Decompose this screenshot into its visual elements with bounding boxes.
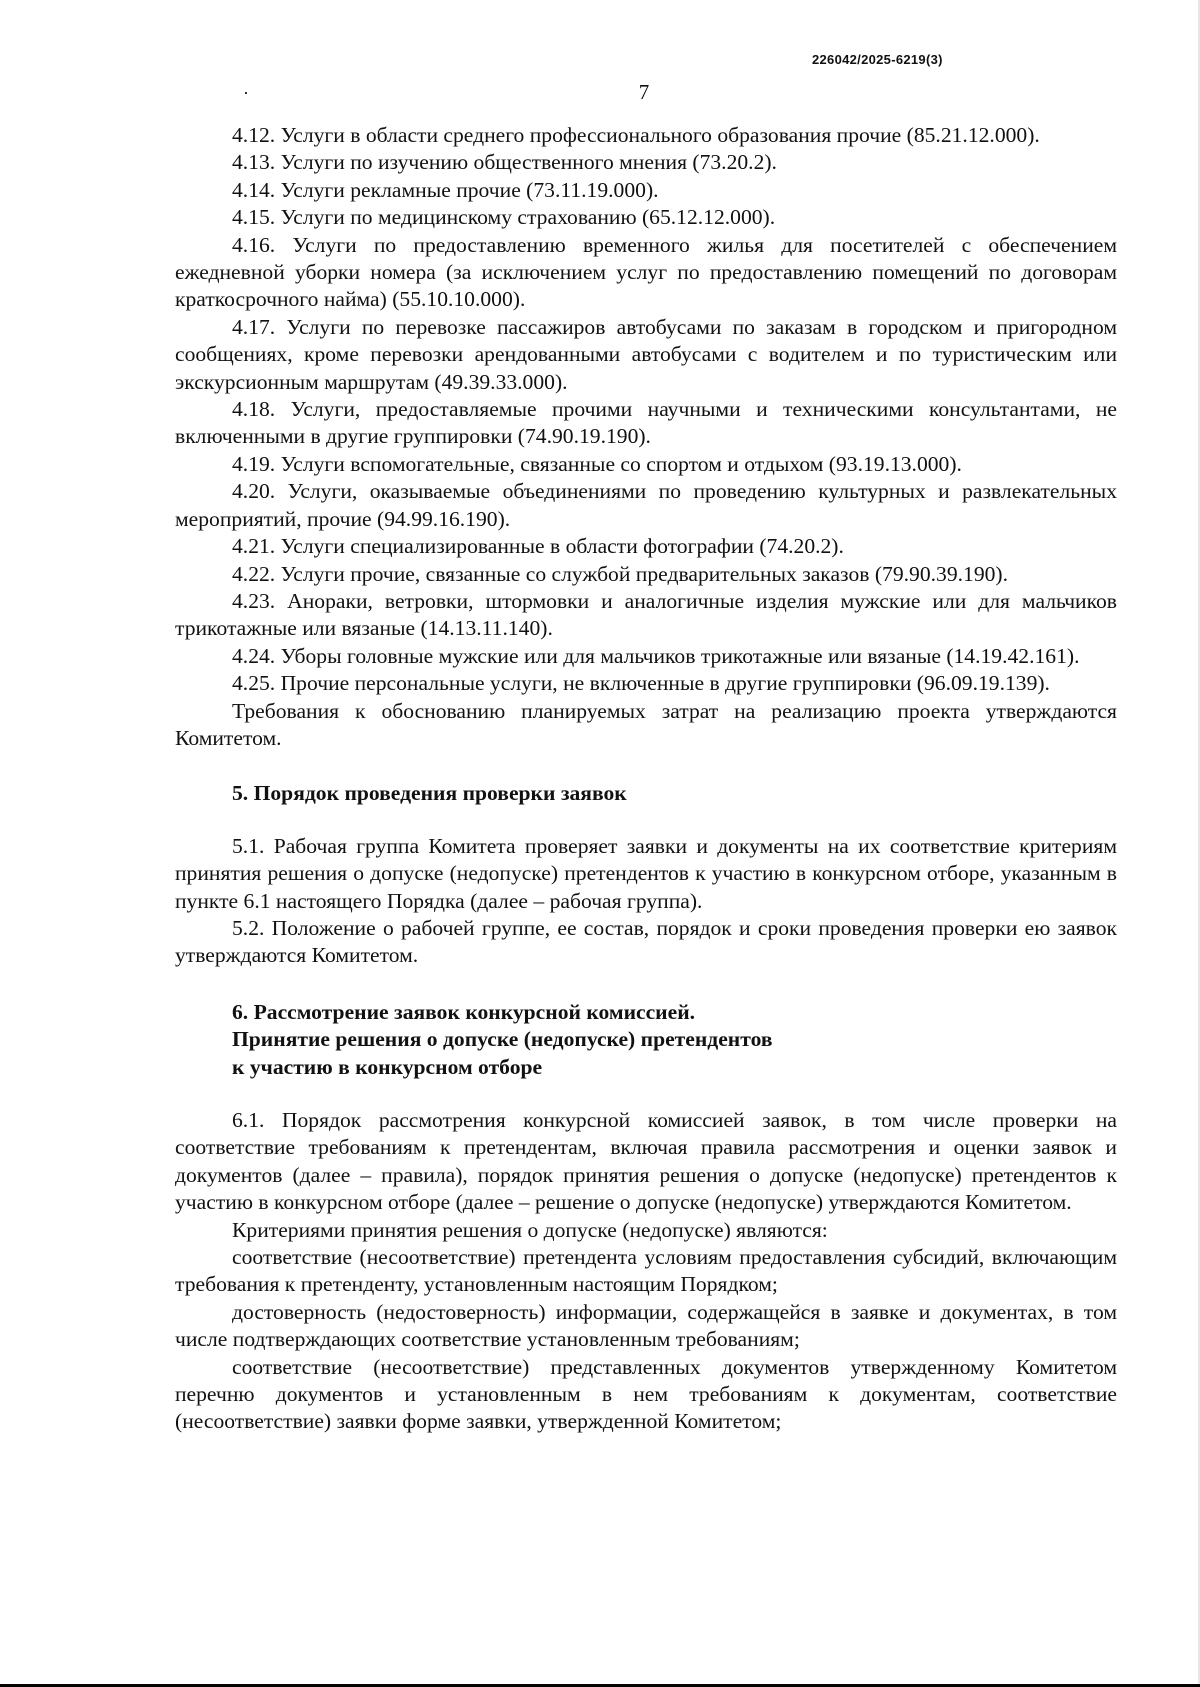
paragraph-criteria-intro: Критериями принятия решения о допуске (недопуске) являются: <box>232 1217 828 1242</box>
paragraph-4-25: 4.25. Прочие персональные услуги, не включенные в другие группировки (96.09.19.139). <box>232 671 1050 696</box>
paragraph-5-2: 5.2. Положение о рабочей группе, ее состав, порядок и сроки проведения проверки ею заявок утверждаются Комитетом. <box>175 915 1117 968</box>
document-body <box>175 122 1117 1436</box>
document-registration-number: 226042/2025-6219(3) <box>812 52 943 67</box>
section-6-title-line-2: Принятие решения о допуске (недопуске) претендентов <box>232 1027 773 1052</box>
section-6-title-line-3: к участию в конкурсном отборе <box>232 1054 543 1079</box>
paragraph-4-15: 4.15. Услуги по медицинскому страхованию (65.12.12.000). <box>232 205 776 230</box>
paragraph-4-12: 4.12. Услуги в области среднего профессионального образования прочие (85.21.12.000). <box>232 123 1040 147</box>
paragraph-4-22: 4.22. Услуги прочие, связанные со службой предварительных заказов (79.90.39.190). <box>232 561 1009 586</box>
paragraph-4-17: 4.17. Услуги по перевозке пассажиров автобусами по заказам в городском и пригородном сообщениях, кроме перевозки арендованными автобусами с водителем и по туристическим или экскурсионным маршрутам (49.39.33.000). <box>175 314 1117 394</box>
paragraph-4-14: 4.14. Услуги рекламные прочие (73.11.19.000). <box>232 177 659 202</box>
spacer <box>175 1081 1117 1107</box>
paragraph-4-24: 4.24. Уборы головные мужские или для мальчиков трикотажные или вязаные (14.19.42.161). <box>232 643 1080 668</box>
paragraph-4-19: 4.19. Услуги вспомогательные, связанные со спортом и отдыхом (93.19.13.000). <box>232 451 962 476</box>
paragraph-5-1: 5.1. Рабочая группа Комитета проверяет заявки и документы на их соответствие критериям принятия решения о допуске (недопуске) претендентов к участию в конкурсном отборе, указанным в пункте 6.1 настоящего Порядка (далее – рабочая группа). <box>175 833 1117 913</box>
scan-artifact-dot <box>245 92 247 94</box>
paragraph-4-20: 4.20. Услуги, оказываемые объединениями по проведению культурных и развлекательных мероприятий, прочие (94.99.16.190). <box>175 479 1117 531</box>
paragraph-4-23: 4.23. Анораки, ветровки, штормовки и аналогичные изделия мужские или для мальчиков трикотажные или вязаные (14.13.11.140). <box>175 588 1117 641</box>
section-6-title-line-1: 6. Рассмотрение заявок конкурсной комиссией. <box>232 999 696 1024</box>
paragraph-6-1: 6.1. Порядок рассмотрения конкурсной комиссией заявок, в том числе проверки на соответствие требованиям к претендентам, включая правила рассмотрения и оценки заявок и документов (далее – правила), порядок принятия решения о допуске (недопуске) претендентов к участию в конкурсном отборе (далее – решение о допуске (недопуске) утверждаются Комитетом. <box>175 1108 1117 1215</box>
paragraph-criterion-conditions: соответствие (несоответствие) претендента условиям предоставления субсидий, включающим требования к претенденту, установленным настоящим Порядком; <box>175 1245 1117 1297</box>
spacer <box>175 752 1117 780</box>
paragraph-4-18: 4.18. Услуги, предоставляемые прочими научными и техническими консультантами, не включенными в другие группировки (74.90.19.190). <box>175 397 1117 449</box>
page-number: 7 <box>638 80 650 104</box>
paragraph-4-21: 4.21. Услуги специализированные в области фотографии (74.20.2). <box>232 534 844 559</box>
paragraph-cost-requirements: Требования к обоснованию планируемых затрат на реализацию проекта утверждаются Комитетом. <box>175 698 1117 750</box>
section-5-title: 5. Порядок проведения проверки заявок <box>232 781 627 806</box>
paragraph-4-16: 4.16. Услуги по предоставлению временного жилья для посетителей с обеспечением ежедневной уборки номера (за исключением услуг по предоставлению помещений по договорам краткосрочного найма) (55.10.10.000). <box>175 232 1117 312</box>
paragraph-4-13: 4.13. Услуги по изучению общественного мнения (73.20.2). <box>232 150 777 175</box>
paragraph-criterion-reliability: достоверность (недостоверность) информации, содержащейся в заявке и документах, в том числе подтверждающих соответствие установленным требованиям; <box>175 1299 1117 1352</box>
spacer <box>175 808 1117 833</box>
spacer <box>175 970 1117 999</box>
paragraph-criterion-documents: соответствие (несоответствие) представленных документов утвержденному Комитетом перечню документов и установленным в нем требованиям к документам, соответствие (несоответствие) заявки форме заявки, утвержденной Комитетом; <box>175 1354 1117 1434</box>
